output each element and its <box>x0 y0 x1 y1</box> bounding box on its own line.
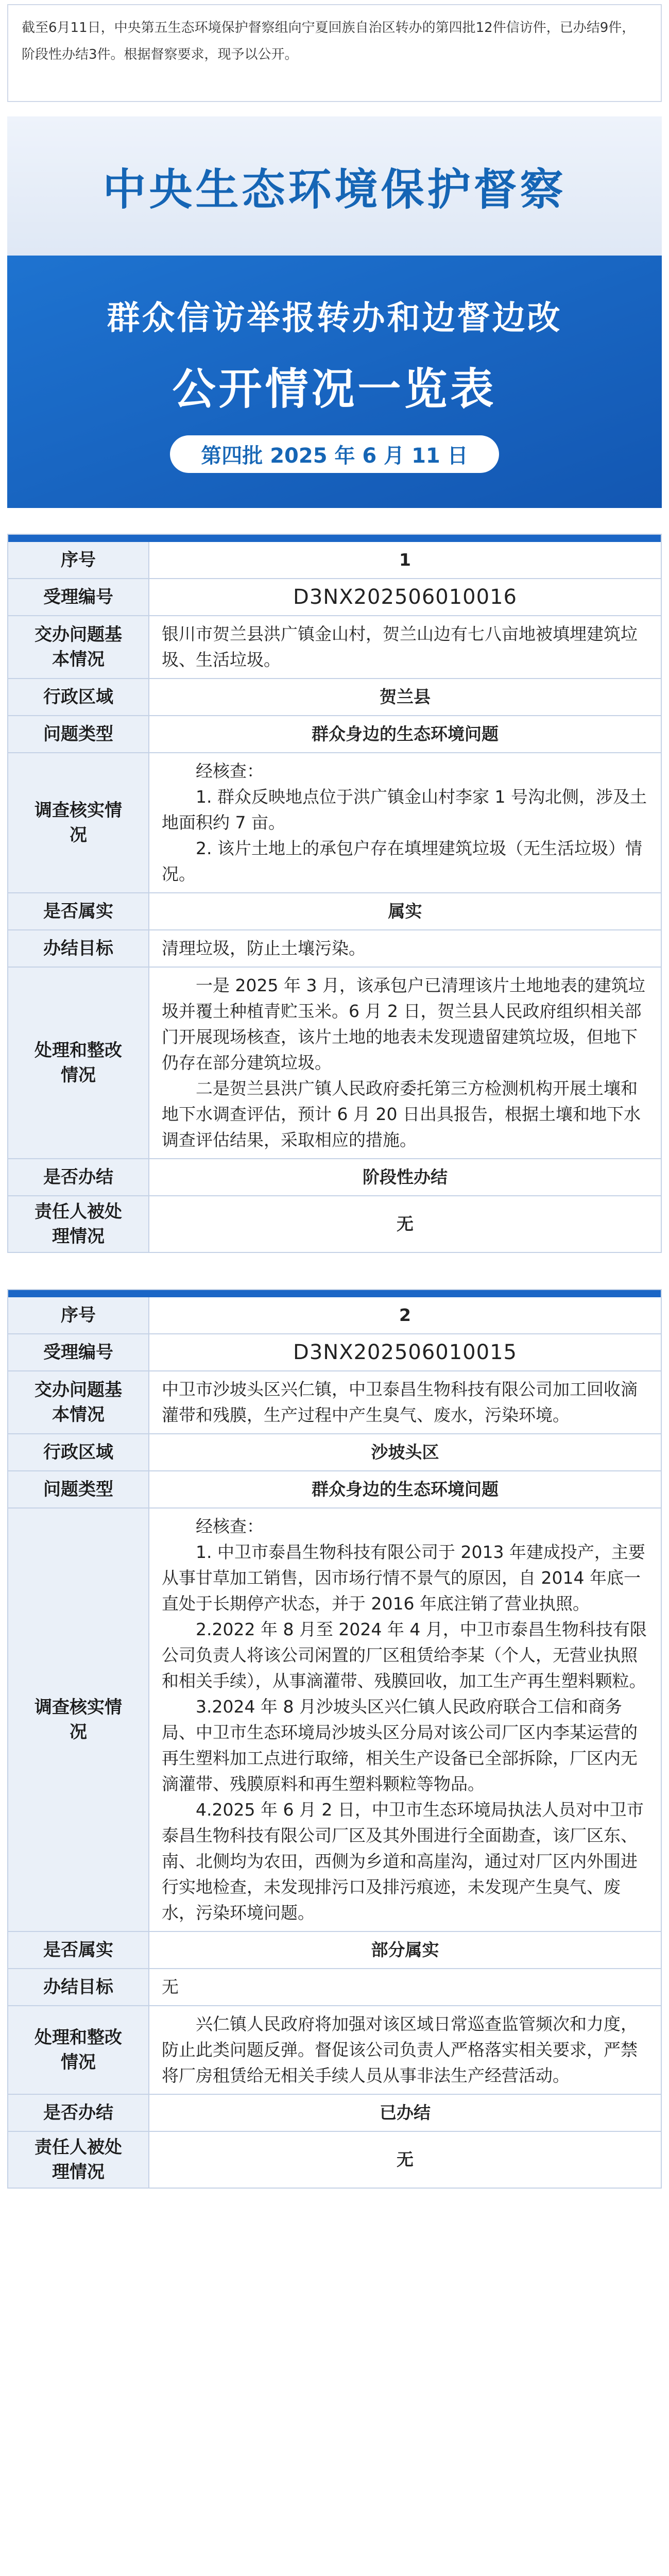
value-region: 沙坡头区 <box>371 1442 439 1462</box>
row-check <box>8 752 661 892</box>
label-check: 调查核实情况 <box>8 753 149 892</box>
value-handling <box>149 2006 661 2094</box>
intro-text: 截至6月11日，中央第五生态环境保护督察组向宁夏回族自治区转办的第四批12件信访件，已办结9件，阶段性办结3件。根据督察要求，现予以公开。 <box>22 20 636 62</box>
handling-paragraph: 二是贺兰县洪广镇人民政府委托第三方检测机构开展土壤和地下水调查评估，预计 6 月 20 日出具报告，根据土壤和地下水调查评估结果，采取相应的措施。 <box>162 1078 641 1150</box>
label-verified: 是否属实 <box>8 1932 149 1968</box>
value-target: 无 <box>162 1977 179 1997</box>
banner-title: 中央生态环境保护督察 <box>102 164 567 215</box>
check-paragraph: 4.2025 年 6 月 2 日，中卫市生态环境局执法人员对中卫市泰昌生物科技有限公司厂区及其外围进行全面勘查，该厂区东、南、北侧均为农田，西侧为乡道和高崖沟，通过对厂区内外围进行实地检查，未发现排污口及排污痕迹，未发现产生臭气、废水，污染环境问题。 <box>162 1800 644 1923</box>
value-code: D3NX202506010015 <box>293 1341 517 1364</box>
value-done: 已办结 <box>380 2103 431 2123</box>
row-code <box>8 1333 661 1370</box>
label-verified: 是否属实 <box>8 893 149 929</box>
check-paragraph: 2. 该片土地上的承包户存在填埋建筑垃圾（无生活垃圾）情况。 <box>162 838 642 884</box>
batch-date-badge: 第四批 2025 年 6 月 11 日 <box>170 435 499 473</box>
label-problem: 交办问题基本情况 <box>8 616 149 678</box>
banner-subtitle-1: 群众信访举报转办和边督边改 <box>107 299 562 337</box>
record-table <box>7 1289 662 2189</box>
row-problem <box>8 1370 661 1433</box>
row-region <box>8 1433 661 1470</box>
value-type: 群众身边的生态环境问题 <box>312 1479 499 1499</box>
row-done <box>8 2094 661 2131</box>
check-paragraphs <box>162 1514 648 1926</box>
check-paragraph: 2.2022 年 8 月至 2024 年 4 月，中卫市泰昌生物科技有限公司负责人将该公司闲置的厂区租赁给李某（个人，无营业执照和相关手续），从事滴灌带、残膜回收，加工生产再生塑料颗粒。 <box>162 1619 647 1691</box>
value-responsible: 无 <box>397 2149 414 2170</box>
value-done: 阶段性办结 <box>363 1167 448 1187</box>
row-problem <box>8 615 661 678</box>
value-type: 群众身边的生态环境问题 <box>312 724 499 744</box>
value-verified: 部分属实 <box>371 1940 439 1960</box>
value-verified: 属实 <box>388 901 422 921</box>
row-responsible <box>8 1195 661 1252</box>
row-handling <box>8 2005 661 2094</box>
label-type: 问题类型 <box>8 1471 149 1507</box>
handling-paragraph: 兴仁镇人民政府将加强对该区域日常巡查监管频次和力度，防止此类问题反弹。督促该公司负责人严格落实相关要求，严禁将厂房租赁给无相关手续人员从事非法生产经营活动。 <box>162 2014 638 2086</box>
record-table <box>7 534 662 1253</box>
label-done: 是否办结 <box>8 2095 149 2131</box>
label-handling: 处理和整改情况 <box>8 968 149 1158</box>
check-paragraphs <box>162 758 648 887</box>
label-region: 行政区域 <box>8 679 149 715</box>
label-type: 问题类型 <box>8 716 149 752</box>
label-check: 调查核实情况 <box>8 1509 149 1931</box>
value-region: 贺兰县 <box>380 687 431 707</box>
handling-paragraphs <box>162 2011 648 2089</box>
value-problem: 银川市贺兰县洪广镇金山村，贺兰山边有七八亩地被填埋建筑垃圾、生活垃圾。 <box>162 624 638 670</box>
value-seq: 1 <box>399 550 411 570</box>
label-target: 办结目标 <box>8 1969 149 2005</box>
label-handling: 处理和整改情况 <box>8 2006 149 2094</box>
check-paragraph: 3.2024 年 8 月沙坡头区兴仁镇人民政府联合工信和商务局、中卫市生态环境局沙坡头区分局对该公司厂区内李某运营的再生塑料加工点进行取缔，相关生产设备已全部拆除，厂区内无滴灌带、残膜原料和再生塑料颗粒等物品。 <box>162 1697 638 1794</box>
check-paragraph: 1. 中卫市泰昌生物科技有限公司于 2013 年建成投产，主要从事甘草加工销售，因市场行情不景气的原因，自 2014 年底一直处于长期停产状态，并于 2016 年底注销了营业执照。 <box>162 1542 645 1614</box>
row-seq <box>8 542 661 578</box>
label-seq: 序号 <box>8 542 149 578</box>
banner-bottom <box>7 256 662 508</box>
label-code: 受理编号 <box>8 579 149 615</box>
row-target <box>8 929 661 967</box>
row-type <box>8 1470 661 1507</box>
check-paragraph: 经核查： <box>196 1516 264 1536</box>
row-check <box>8 1507 661 1931</box>
handling-paragraphs <box>162 973 648 1153</box>
value-seq: 2 <box>399 1305 411 1325</box>
row-region <box>8 678 661 715</box>
intro-notice <box>7 4 662 102</box>
value-problem: 中卫市沙坡头区兴仁镇，中卫泰昌生物科技有限公司加工回收滴灌带和残膜，生产过程中产生臭气、废水，污染环境。 <box>162 1379 638 1425</box>
row-verified <box>8 892 661 929</box>
label-responsible: 责任人被处理情况 <box>8 1196 149 1252</box>
label-done: 是否办结 <box>8 1159 149 1195</box>
label-target: 办结目标 <box>8 930 149 967</box>
value-check <box>149 753 661 892</box>
row-code <box>8 578 661 615</box>
label-region: 行政区域 <box>8 1434 149 1470</box>
value-handling <box>149 968 661 1158</box>
row-done <box>8 1158 661 1195</box>
value-target: 清理垃圾，防止土壤污染。 <box>162 938 366 958</box>
check-paragraph: 经核查： <box>196 761 264 781</box>
label-code: 受理编号 <box>8 1334 149 1370</box>
banner-subtitle-2: 公开情况一览表 <box>172 364 497 414</box>
row-seq <box>8 1297 661 1333</box>
record-header-bar <box>8 1290 661 1297</box>
label-responsible: 责任人被处理情况 <box>8 2132 149 2188</box>
row-type <box>8 715 661 752</box>
label-problem: 交办问题基本情况 <box>8 1371 149 1433</box>
handling-paragraph: 一是 2025 年 3 月，该承包户已清理该片土地地表的建筑垃圾并覆土种植青贮玉米。6 月 2 日，贺兰县人民政府组织相关部门开展现场核查，该片土地的地表未发现遗留建筑垃圾，但地下仍存在部分建筑垃圾。 <box>162 975 645 1073</box>
title-banner <box>7 116 662 508</box>
value-code: D3NX202506010016 <box>293 585 517 609</box>
value-check <box>149 1509 661 1931</box>
value-responsible: 无 <box>397 1214 414 1234</box>
records-list <box>0 534 669 2189</box>
check-paragraph: 1. 群众反映地点位于洪广镇金山村李家 1 号沟北侧，涉及土地面积约 7 亩。 <box>162 787 647 833</box>
record-header-bar <box>8 535 661 542</box>
row-verified <box>8 1931 661 1968</box>
row-responsible <box>8 2131 661 2188</box>
banner-top <box>7 116 662 256</box>
label-seq: 序号 <box>8 1297 149 1333</box>
row-target <box>8 1968 661 2005</box>
row-handling <box>8 967 661 1158</box>
